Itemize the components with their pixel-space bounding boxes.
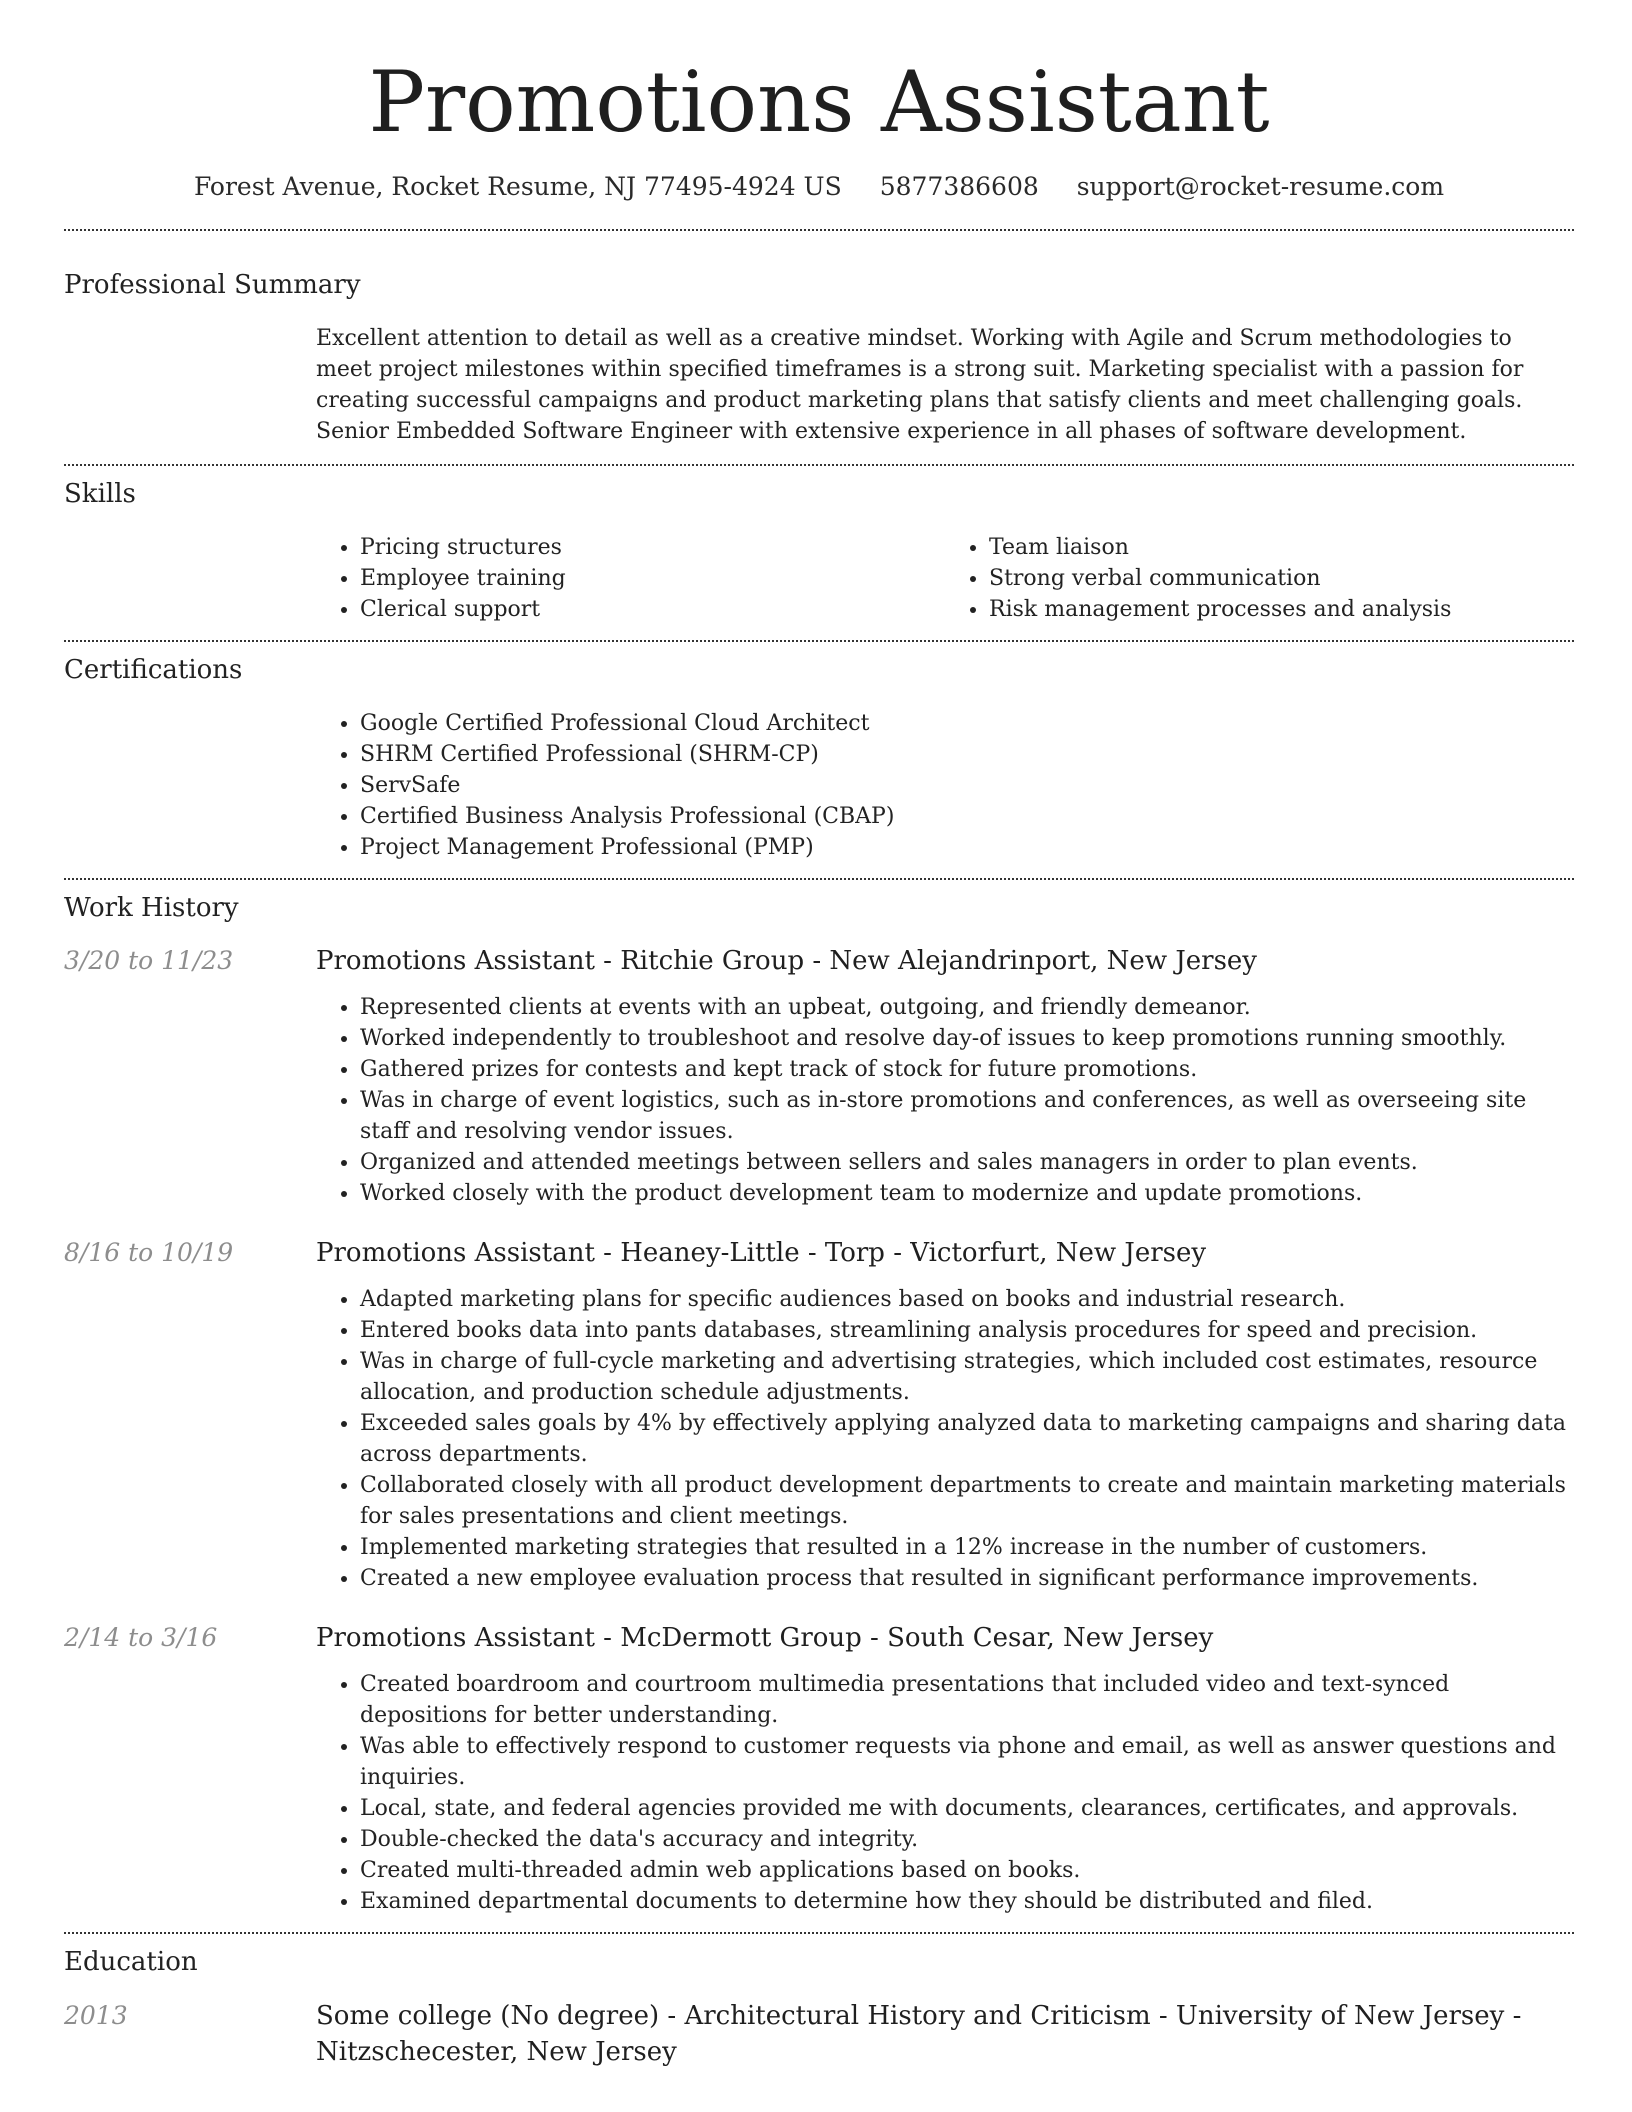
- skills-title: Skills: [64, 479, 136, 510]
- job-dates: 8/16 to 10/19: [64, 1238, 234, 1268]
- skill-item: • Team liaison: [989, 532, 1574, 563]
- education-details: Some college (No degree) - Architectural History and Criticism - University of New Jersey - Nitzschecester, New Jersey: [316, 2001, 1522, 2068]
- skill-item: • Pricing structures: [360, 532, 945, 563]
- education-title: Education: [64, 1947, 198, 1978]
- job-bullet: • Worked closely with the product development team to modernize and update promotions.: [360, 1178, 1574, 1209]
- job-bullet: • Organized and attended meetings between sellers and sales managers in order to plan events.: [360, 1147, 1574, 1178]
- summary-section: [64, 269, 1574, 447]
- job-bullet: • Represented clients at events with an upbeat, outgoing, and friendly demeanor.: [360, 992, 1574, 1023]
- skills-section: [64, 478, 1574, 625]
- job-bullet: • Created boardroom and courtroom multimedia presentations that included video and text-synced depositions for better understanding.: [360, 1669, 1574, 1731]
- phone: 5877386608: [879, 171, 1039, 201]
- job-entry: [64, 1620, 1574, 1917]
- skill-item: • Clerical support: [360, 594, 945, 625]
- summary-title: Professional Summary: [64, 270, 361, 301]
- certification-item: • Certified Business Analysis Professional (CBAP): [360, 801, 1574, 832]
- divider: [64, 878, 1574, 880]
- skills-list-left: [316, 532, 945, 625]
- skills-list-right: [945, 532, 1574, 625]
- job-dates: 3/20 to 11/23: [64, 946, 234, 976]
- job-title: Promotions Assistant - Heaney-Little - Torp - Victorfurt, New Jersey: [316, 1238, 1207, 1269]
- job-bullet: • Double-checked the data's accuracy and integrity.: [360, 1824, 1574, 1855]
- address: Forest Avenue, Rocket Resume, NJ 77495-4924 US: [193, 171, 842, 201]
- divider: [64, 1932, 1574, 1934]
- certifications-list: [316, 708, 1574, 863]
- certifications-body: [316, 708, 1574, 863]
- job-bullet: • Was in charge of full-cycle marketing and advertising strategies, which included cost estimates, resource allocation, and production schedule adjustments.: [360, 1346, 1574, 1408]
- education-section: [64, 1946, 1574, 2070]
- work-history-title: Work History: [64, 892, 239, 923]
- divider: [64, 640, 1574, 642]
- job-bullet: • Local, state, and federal agencies provided me with documents, clearances, certificates, and approvals.: [360, 1793, 1574, 1824]
- email: support@rocket-resume.com: [1076, 171, 1445, 201]
- divider: [64, 229, 1574, 231]
- job-title: Promotions Assistant - McDermott Group - South Cesar, New Jersey: [316, 1623, 1214, 1654]
- certifications-title: Certifications: [64, 654, 243, 685]
- job-title: Promotions Assistant - Ritchie Group - New Alejandrinport, New Jersey: [316, 946, 1257, 977]
- job-bullets: [316, 992, 1574, 1209]
- job-bullet: • Was able to effectively respond to customer requests via phone and email, as well as answer questions and inquiries.: [360, 1731, 1574, 1793]
- certification-item: • ServSafe: [360, 770, 1574, 801]
- certification-item: • Google Certified Professional Cloud Architect: [360, 708, 1574, 739]
- job-bullet: • Created multi-threaded admin web applications based on books.: [360, 1855, 1574, 1886]
- resume-page: [64, 0, 1574, 2070]
- certification-item: • SHRM Certified Professional (SHRM-CP): [360, 739, 1574, 770]
- job-bullet: • Was in charge of event logistics, such as in-store promotions and conferences, as well as overseeing site staff and resolving vendor issues.: [360, 1085, 1574, 1147]
- work-history-section: [64, 892, 1574, 1918]
- job-bullets: [316, 1669, 1574, 1917]
- education-year: 2013: [64, 2001, 128, 2031]
- job-bullet: • Examined departmental documents to determine how they should be distributed and filed.: [360, 1886, 1574, 1917]
- skill-item: • Employee training: [360, 563, 945, 594]
- resume-name: Promotions Assistant: [368, 53, 1270, 151]
- job-bullet: • Adapted marketing plans for specific audiences based on books and industrial research.: [360, 1284, 1574, 1315]
- summary-text: Excellent attention to detail as well as a creative mindset. Working with Agile and Scrum methodologies to meet project milestones within specified timeframes is a strong suit. Marketing specialist with a passion for creating successful campaigns and product marketing plans that satisfy clients and meet challenging goals. Senior Embedded Software Engineer with extensive experience in all phases of software development.: [316, 326, 1524, 445]
- job-bullets: [316, 1284, 1574, 1594]
- certifications-section: [64, 654, 1574, 863]
- job-bullet: • Created a new employee evaluation process that resulted in significant performance improvements.: [360, 1563, 1574, 1594]
- job-bullet: • Worked independently to troubleshoot and resolve day-of issues to keep promotions running smoothly.: [360, 1023, 1574, 1054]
- job-dates: 2/14 to 3/16: [64, 1623, 218, 1653]
- skill-item: • Strong verbal communication: [989, 563, 1574, 594]
- job-entry: [64, 943, 1574, 1209]
- job-entry: [64, 1235, 1574, 1594]
- job-bullet: • Exceeded sales goals by 4% by effectively applying analyzed data to marketing campaigns and sharing data across departments.: [360, 1408, 1574, 1470]
- education-entry: [64, 1998, 1574, 2070]
- job-bullet: • Implemented marketing strategies that resulted in a 12% increase in the number of customers.: [360, 1532, 1574, 1563]
- job-bullet: • Entered books data into pants databases, streamlining analysis procedures for speed and precision.: [360, 1315, 1574, 1346]
- job-bullet: • Gathered prizes for contests and kept track of stock for future promotions.: [360, 1054, 1574, 1085]
- job-bullet: • Collaborated closely with all product development departments to create and maintain marketing materials for sales presentations and client meetings.: [360, 1470, 1574, 1532]
- divider: [64, 464, 1574, 466]
- certification-item: • Project Management Professional (PMP): [360, 832, 1574, 863]
- skill-item: • Risk management processes and analysis: [989, 594, 1574, 625]
- skills-columns: [316, 532, 1574, 625]
- contact-line: [64, 171, 1574, 204]
